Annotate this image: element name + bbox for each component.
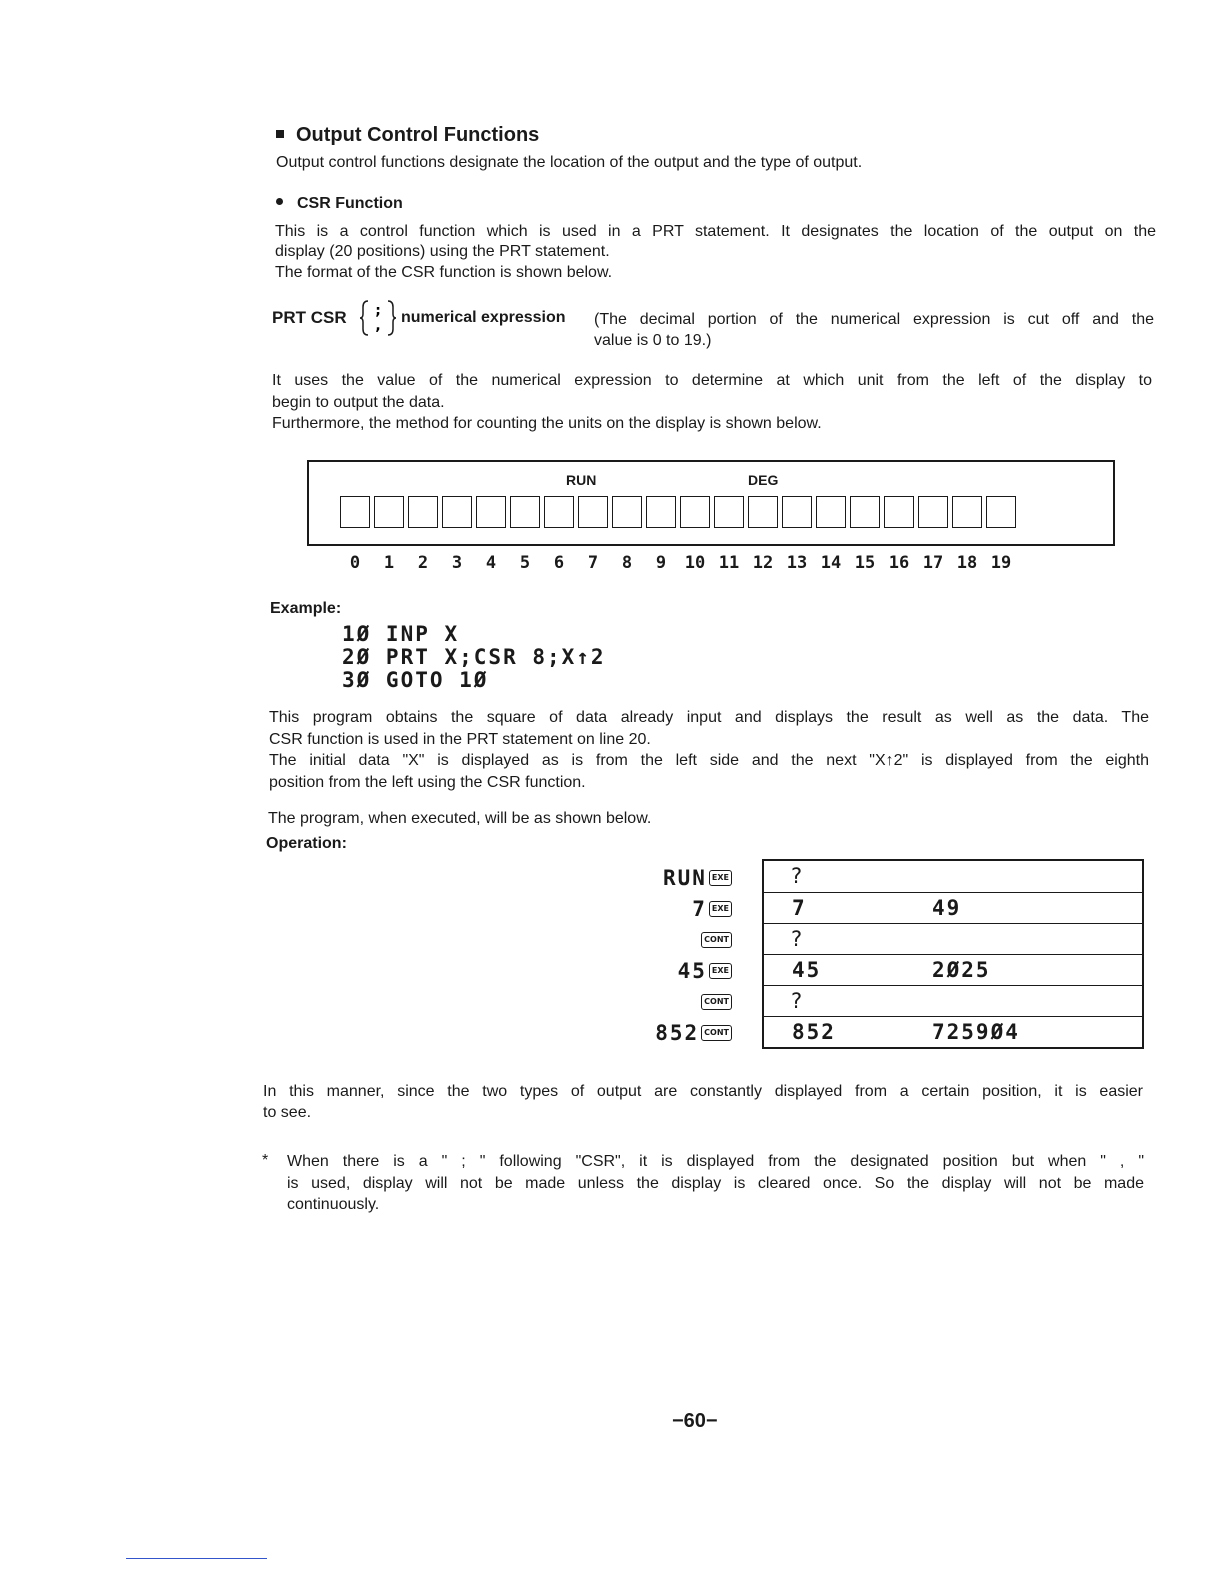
example-label: Example: <box>270 600 342 617</box>
cont-key-icon: CONT <box>701 932 732 948</box>
round-bullet-icon <box>276 198 283 205</box>
usage-line-3: Furthermore, the method for counting the units on the display is shown below. <box>272 415 822 432</box>
display-cell <box>408 496 438 528</box>
code-line-1: 1Ø INP X <box>342 622 460 646</box>
operation-label: Operation: <box>266 835 347 852</box>
display-cell <box>952 496 982 528</box>
position-number: 6 <box>553 553 565 573</box>
display-cell <box>374 496 404 528</box>
position-number: 16 <box>888 553 910 573</box>
position-number: 5 <box>519 553 531 573</box>
position-number: 12 <box>752 553 774 573</box>
csr-title: CSR Function <box>297 195 403 212</box>
output-square: 2Ø25 <box>932 958 991 982</box>
csr-desc-line-1: This is a control function which is used in a PRT statement. It designates the location of the output on the <box>275 223 1156 240</box>
footnote-line-1: When there is a " ; " following "CSR", it is displayed from the designated position but when " , " <box>287 1153 1144 1170</box>
display-cell <box>340 496 370 528</box>
brace-group <box>360 299 396 337</box>
display-cell <box>612 496 642 528</box>
operation-key-row <box>663 862 732 893</box>
output-value: ? <box>790 989 805 1013</box>
explanation-line-2: CSR function is used in the PRT statement on line 20. <box>269 731 651 748</box>
position-number: 9 <box>655 553 667 573</box>
square-bullet-icon <box>276 130 284 138</box>
format-note-line-1: (The decimal portion of the numerical expression is cut off and the <box>594 311 1154 328</box>
run-indicator: RUN <box>566 472 597 488</box>
display-cell <box>510 496 540 528</box>
position-number: 1 <box>383 553 395 573</box>
left-brace-icon <box>360 301 368 335</box>
display-cell <box>680 496 710 528</box>
conclusion-line-2: to see. <box>263 1104 312 1121</box>
key-input-text: 7 <box>692 896 707 921</box>
operation-key-row <box>678 955 732 986</box>
display-cell <box>986 496 1016 528</box>
position-number: 14 <box>820 553 842 573</box>
position-number: 15 <box>854 553 876 573</box>
right-brace-icon <box>388 301 396 335</box>
format-prt-csr: PRT CSR <box>272 308 347 327</box>
usage-line-2: begin to output the data. <box>272 394 445 411</box>
page-number: −60− <box>672 1410 718 1432</box>
position-number: 2 <box>417 553 429 573</box>
display-output-row <box>764 861 1142 892</box>
display-output-row <box>764 892 1142 923</box>
display-cell <box>884 496 914 528</box>
code-line-2: 2Ø PRT X;CSR 8;X↑2 <box>342 645 606 669</box>
display-cell <box>578 496 608 528</box>
explanation-line-3: The initial data "X" is displayed as is from the left side and the next "X↑2" is displayed from the eighth <box>269 752 1149 769</box>
footnote-star: * <box>262 1152 269 1169</box>
display-output-row <box>764 1016 1142 1047</box>
position-number: 8 <box>621 553 633 573</box>
code-line-3: 3Ø GOTO 1Ø <box>342 668 489 692</box>
format-expression: numerical expression <box>401 309 566 326</box>
display-cell <box>646 496 676 528</box>
usage-line-1: It uses the value of the numerical expression to determine at which unit from the left of the display to <box>272 372 1152 389</box>
cont-key-icon: CONT <box>701 994 732 1010</box>
key-input-text: 45 <box>677 958 707 983</box>
deg-indicator: DEG <box>748 472 779 488</box>
key-input-text: 852 <box>655 1020 700 1045</box>
position-number: 11 <box>718 553 740 573</box>
format-note-line-2: value is 0 to 19.) <box>594 332 712 349</box>
operation-key-row <box>699 986 732 1017</box>
display-cells <box>340 496 1016 532</box>
exe-key-icon: EXE <box>709 870 732 886</box>
position-number: 4 <box>485 553 497 573</box>
position-number: 7 <box>587 553 599 573</box>
footnote-line-3: continuously. <box>287 1196 380 1213</box>
display-cell <box>918 496 948 528</box>
position-number: 17 <box>922 553 944 573</box>
display-output-row <box>764 923 1142 954</box>
position-number: 19 <box>990 553 1012 573</box>
position-numbers <box>340 553 1016 573</box>
position-number: 13 <box>786 553 808 573</box>
footnote-line-2: is used, display will not be made unless the display is cleared once. So the display will not be made <box>287 1175 1144 1192</box>
display-cell <box>748 496 778 528</box>
output-square: 49 <box>932 896 962 920</box>
csr-desc-line-3: The format of the CSR function is shown below. <box>275 264 613 281</box>
position-number: 0 <box>349 553 361 573</box>
explanation-line-4: position from the left using the CSR function. <box>269 774 586 791</box>
section-title: Output Control Functions <box>296 124 540 146</box>
position-number: 3 <box>451 553 463 573</box>
conclusion-line-1: In this manner, since the two types of output are constantly displayed from a certain position, it is easier <box>263 1083 1143 1100</box>
output-square: 7259Ø4 <box>932 1020 1020 1044</box>
display-cell <box>476 496 506 528</box>
brace-comma: , <box>375 318 381 334</box>
bottom-rule <box>126 1558 267 1559</box>
display-output-row <box>764 985 1142 1016</box>
operation-key-row <box>692 893 732 924</box>
position-number: 18 <box>956 553 978 573</box>
display-cell <box>816 496 846 528</box>
display-cell <box>782 496 812 528</box>
section-intro: Output control functions designate the location of the output and the type of output. <box>276 154 863 171</box>
key-input-text: RUN <box>662 865 707 890</box>
cont-key-icon: CONT <box>701 1025 732 1041</box>
output-value: ? <box>790 927 805 951</box>
output-value: ? <box>790 864 805 888</box>
brace-semicolon: ; <box>375 303 381 319</box>
display-cell <box>850 496 880 528</box>
section-heading <box>276 124 539 147</box>
csr-desc-line-2: display (20 positions) using the PRT statement. <box>275 243 610 260</box>
output-value: 7 <box>792 896 807 920</box>
exe-key-icon: EXE <box>709 963 732 979</box>
operation-display-table <box>762 859 1144 1049</box>
csr-heading <box>276 195 403 213</box>
explanation-line-5: The program, when executed, will be as shown below. <box>268 810 652 827</box>
operation-key-row <box>655 1017 732 1048</box>
operation-key-row <box>699 924 732 955</box>
display-cell <box>714 496 744 528</box>
display-cell <box>442 496 472 528</box>
display-cell <box>544 496 574 528</box>
output-value: 45 <box>792 958 822 982</box>
position-number: 10 <box>684 553 706 573</box>
exe-key-icon: EXE <box>709 901 732 917</box>
output-value: 852 <box>792 1020 836 1044</box>
explanation-line-1: This program obtains the square of data already input and displays the result as well as the data. The <box>269 709 1149 726</box>
display-output-row <box>764 954 1142 985</box>
